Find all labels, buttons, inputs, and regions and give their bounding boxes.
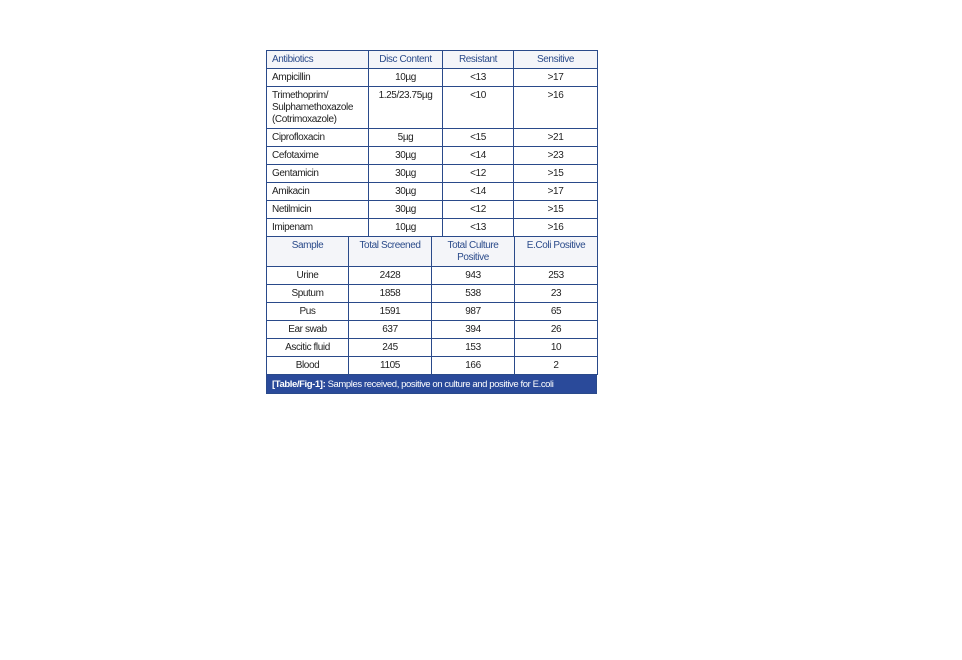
table-cell: Cefotaxime <box>267 147 369 165</box>
table-row <box>267 357 598 375</box>
table-cell: 26 <box>515 321 598 339</box>
table-cell: <14 <box>443 147 514 165</box>
table-cell: >16 <box>514 219 598 237</box>
table-cell: >21 <box>514 129 598 147</box>
table-cell: >17 <box>514 69 598 87</box>
table-cell: 538 <box>432 285 515 303</box>
table-cell: Pus <box>267 303 349 321</box>
table-cell: 943 <box>432 267 515 285</box>
table-cell: 2428 <box>349 267 432 285</box>
table-cell: >17 <box>514 183 598 201</box>
table-cell: >23 <box>514 147 598 165</box>
figure-caption <box>266 374 597 394</box>
table-row <box>267 201 598 219</box>
table-cell: 30µg <box>369 183 443 201</box>
table-cell: 637 <box>349 321 432 339</box>
table-cell: <12 <box>443 201 514 219</box>
table-cell: <13 <box>443 219 514 237</box>
table-header-row <box>267 237 598 267</box>
caption-label: [Table/Fig-1]: <box>272 379 326 390</box>
table-cell: Ampicillin <box>267 69 369 87</box>
table-row <box>267 219 598 237</box>
table-cell: >15 <box>514 165 598 183</box>
table-row <box>267 69 598 87</box>
table-cell: 30µg <box>369 147 443 165</box>
table-cell: Ciprofloxacin <box>267 129 369 147</box>
table-cell: 2 <box>515 357 598 375</box>
column-header: Sample <box>267 237 349 267</box>
table-cell: Ascitic fluid <box>267 339 349 357</box>
table-cell: Ear swab <box>267 321 349 339</box>
table-cell: 987 <box>432 303 515 321</box>
table-row <box>267 147 598 165</box>
table-cell: Netilmicin <box>267 201 369 219</box>
column-header: E.Coli Positive <box>515 237 598 267</box>
table-cell: <15 <box>443 129 514 147</box>
table-cell: 1591 <box>349 303 432 321</box>
table-row <box>267 129 598 147</box>
table-row <box>267 267 598 285</box>
caption-text: Samples received, positive on culture and positive for E.coli <box>325 379 554 390</box>
table-row <box>267 87 598 129</box>
table-cell: 1105 <box>349 357 432 375</box>
column-header: Disc Content <box>369 51 443 69</box>
table-cell: 65 <box>515 303 598 321</box>
table-cell: <12 <box>443 165 514 183</box>
table-row <box>267 321 598 339</box>
table-cell: <10 <box>443 87 514 129</box>
table-cell: 5µg <box>369 129 443 147</box>
antibiotics-table <box>266 50 598 237</box>
table-cell: <14 <box>443 183 514 201</box>
column-header: Total Culture Positive <box>432 237 515 267</box>
table-row <box>267 165 598 183</box>
table-cell: <13 <box>443 69 514 87</box>
samples-table <box>266 236 598 375</box>
table-row <box>267 339 598 357</box>
table-cell: >15 <box>514 201 598 219</box>
document-figure <box>266 50 597 394</box>
table-cell: Sputum <box>267 285 349 303</box>
table-cell: Gentamicin <box>267 165 369 183</box>
table-cell: 30µg <box>369 201 443 219</box>
table-cell: 10µg <box>369 69 443 87</box>
table-cell: 10µg <box>369 219 443 237</box>
table-cell: 253 <box>515 267 598 285</box>
table-cell: Imipenam <box>267 219 369 237</box>
table-cell: 166 <box>432 357 515 375</box>
column-header: Resistant <box>443 51 514 69</box>
table-cell: Urine <box>267 267 349 285</box>
table-cell: Amikacin <box>267 183 369 201</box>
table-cell: 1.25/23.75µg <box>369 87 443 129</box>
table-cell: 10 <box>515 339 598 357</box>
table-cell: >16 <box>514 87 598 129</box>
table-cell: Trimethoprim/ Sulphamethoxazole (Cotrimoxazole) <box>267 87 369 129</box>
table-header-row <box>267 51 598 69</box>
table-cell: 1858 <box>349 285 432 303</box>
column-header: Total Screened <box>349 237 432 267</box>
table-row <box>267 183 598 201</box>
table-cell: 394 <box>432 321 515 339</box>
table-cell: 23 <box>515 285 598 303</box>
table-cell: 30µg <box>369 165 443 183</box>
column-header: Sensitive <box>514 51 598 69</box>
table-row <box>267 285 598 303</box>
column-header: Antibiotics <box>267 51 369 69</box>
table-cell: 245 <box>349 339 432 357</box>
table-cell: Blood <box>267 357 349 375</box>
table-cell: 153 <box>432 339 515 357</box>
table-row <box>267 303 598 321</box>
